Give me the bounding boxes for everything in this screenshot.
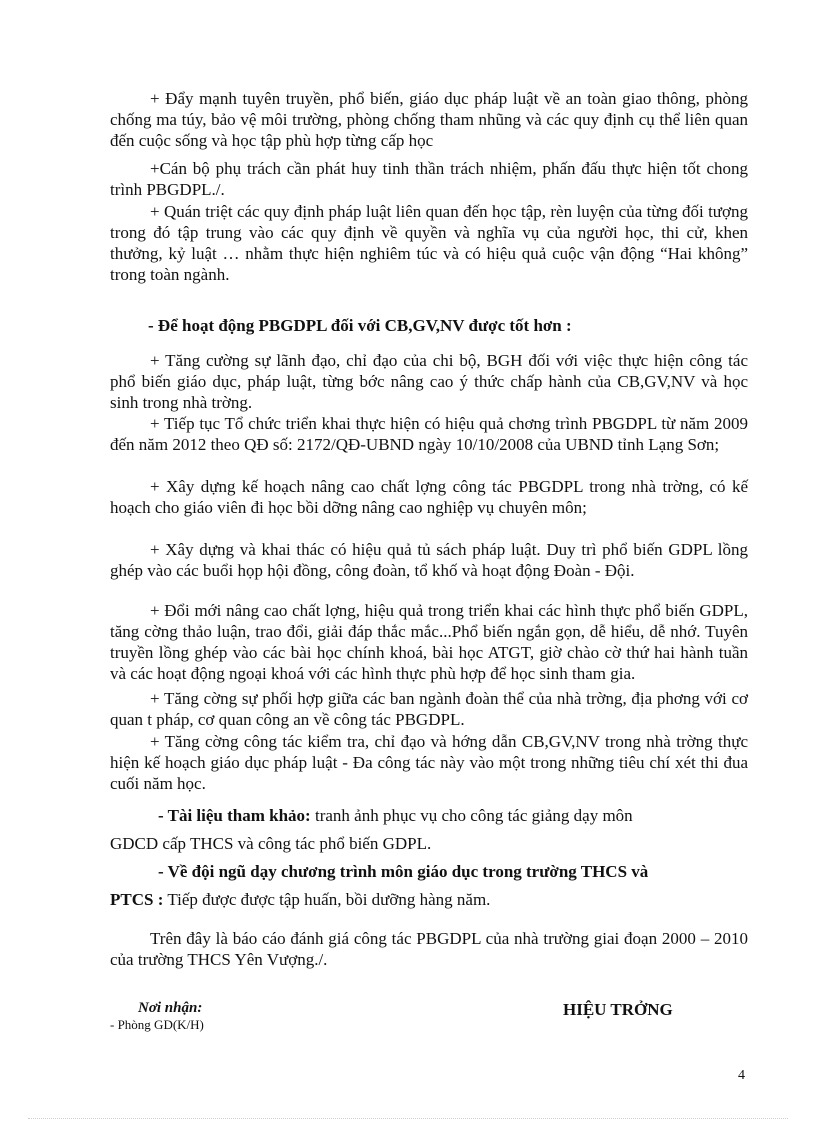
references-line-2: GDCD cấp THCS và công tác phổ biến GDPL. xyxy=(110,834,432,853)
list-item: + Tăng cờng công tác kiểm tra, chỉ đạo và hớng dẫn CB,GV,NV trong nhà trờng thực hiện kế hoạch giáo dục pháp luật - Đa công tác này vào một trong những tiêu chí xét thi đua cuối năm học. xyxy=(110,732,748,793)
list-item: + Tăng cường sự lãnh đạo, chỉ đạo của chi bộ, BGH đối với việc thực hiện công tác phổ biến giáo dục, pháp luật, từng bớc nâng cao ý thức chấp hành của CB,GV,NV và học sinh trong nhà trờng. xyxy=(110,351,748,412)
staff-heading: - Về đội ngũ dạy chương trình môn giáo dục trong trường THCS và xyxy=(158,862,649,881)
paragraph-traffic-law: + Đẩy mạnh tuyên truyền, phổ biến, giáo dục pháp luật về an toàn giao thông, phòng chống ma túy, bảo vệ môi trường, phòng chống tham nhũng và các quy định cụ thể liên quan đến cuộc sống và học tập phù hợp từng cấp học xyxy=(110,89,748,150)
signature-title: HIỆU TRỞNG xyxy=(563,1000,673,1019)
paragraph-staff-responsibility: +Cán bộ phụ trách cần phát huy tinh thần trách nhiệm, phấn đấu thực hiện tốt chong trình PBGDPL./. xyxy=(110,159,748,199)
recipients-block xyxy=(110,1000,204,1033)
closing-paragraph: Trên đây là báo cáo đánh giá công tác PBGDPL của nhà trường giai đoạn 2000 – 2010 của trường THCS Yên Vượng./. xyxy=(110,929,748,969)
references-text: tranh ảnh phục vụ cho công tác giảng dạy môn xyxy=(314,806,633,825)
list-item: + Tăng cờng sự phối hợp giữa các ban ngành đoàn thể của nhà trờng, địa phơng với cơ quan t pháp, cơ quan công an về công tác PBGDPL. xyxy=(110,689,748,729)
list-item: + Xây dựng kế hoạch nâng cao chất lợng công tác PBGDPL trong nhà trờng, có kế hoạch cho giáo viên đi học bồi dỡng nâng cao nghiệp vụ chuyên môn; xyxy=(110,477,748,517)
recipient-item: - Phòng GD(K/H) xyxy=(110,1017,204,1032)
references-label: - Tài liệu tham khảo: xyxy=(158,806,311,825)
recipients-label: Nơi nhận: xyxy=(138,1000,203,1016)
list-item: + Xây dựng và khai thác có hiệu quả tủ sách pháp luật. Duy trì phổ biến GDPL lồng ghép vào các buổi họp hội đồng, công đoàn, tổ khố và hoạt động Đoàn - Đội. xyxy=(110,540,748,580)
staff-text: Tiếp được được tập huấn, bồi dưỡng hàng năm. xyxy=(167,890,491,909)
section-heading: - Để hoạt động PBGDPL đối với CB,GV,NV được tốt hơn : xyxy=(148,316,572,335)
staff-label: PTCS : xyxy=(110,890,164,909)
list-item: + Đổi mới nâng cao chất lợng, hiệu quả trong triển khai các hình thực phổ biến GDPL, tăng cờng thảo luận, trao đổi, giải đáp thắc mắc...Phổ biến ngắn gọn, dễ hiểu, dễ nhớ. Tuyên truyền lồng ghép vào các bài học chính khoá, bài học ATGT, giờ chào cờ thứ hai hành tuần và các hoạt động ngoại khoá với các hình thực phù hợp để học sinh tham gia. xyxy=(110,601,748,683)
footer-divider xyxy=(28,1118,788,1119)
staff-line-2 xyxy=(110,890,490,910)
list-item: + Tiếp tục Tổ chức triển khai thực hiện có hiệu quả chơng trình PBGDPL từ năm 2009 đến năm 2012 theo QĐ số: 2172/QĐ-UBND ngày 10/10/2008 của UBND tỉnh Lạng Sơn; xyxy=(110,414,748,454)
paragraph-regulations: + Quán triệt các quy định pháp luật liên quan đến học tập, rèn luyện của từng đối tượng trong đó tập trung vào các quy định về quyền và nghĩa vụ của người học, thi cử, khen thưởng, kỷ luật … nhằm thực hiện nghiêm túc và có hiệu quả cuộc vận động “Hai không” trong toàn ngành. xyxy=(110,202,748,284)
page-number: 4 xyxy=(738,1068,745,1083)
references-line-1 xyxy=(158,806,633,826)
